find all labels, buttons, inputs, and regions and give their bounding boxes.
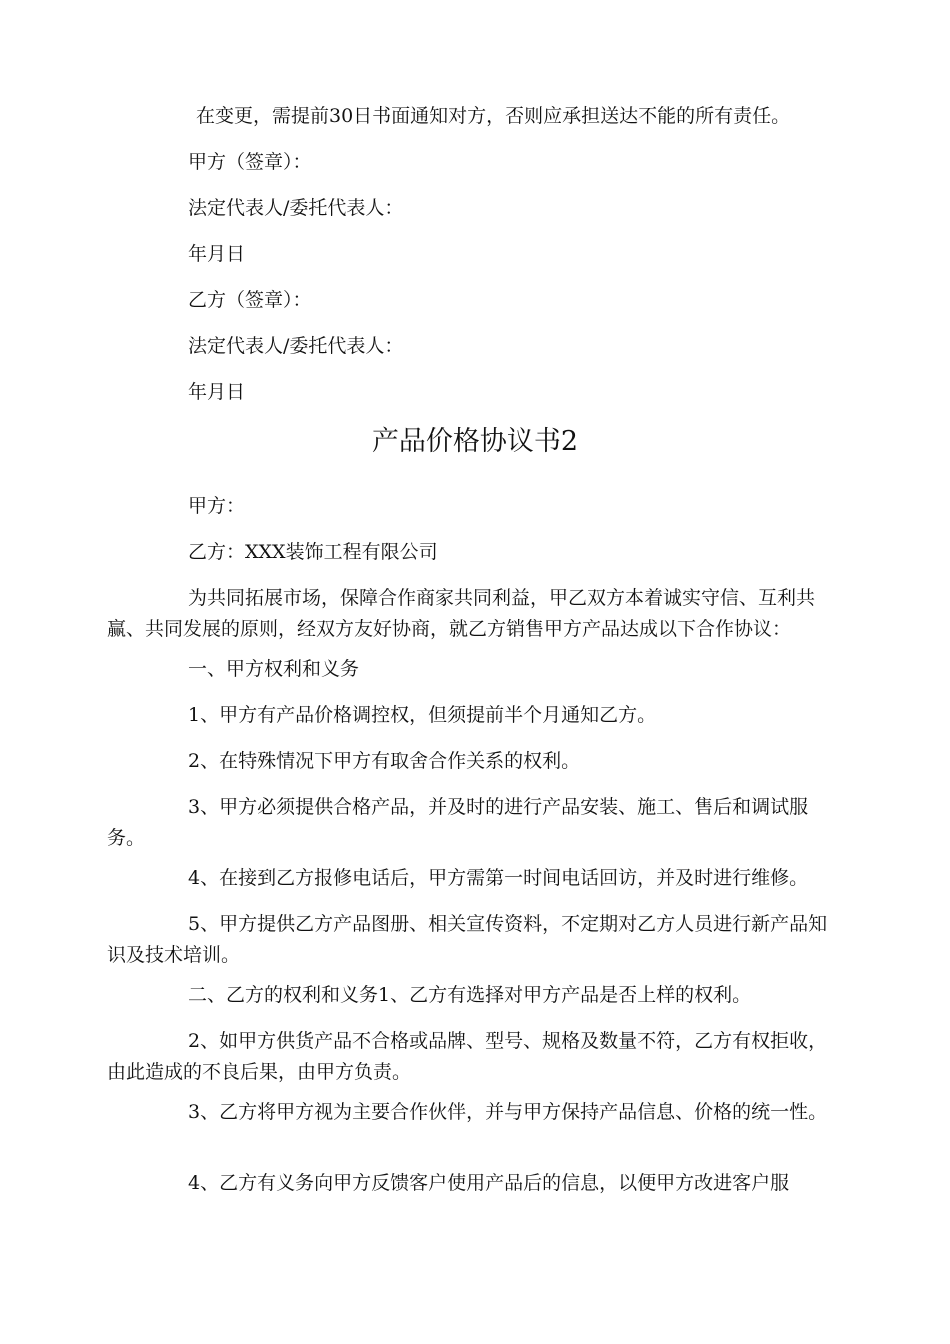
document-title: 产品价格协议书2 bbox=[371, 426, 579, 457]
clause-a3: 3、甲方必须提供合格产品，并及时的进行产品安装、施工、售后和调试服务。 bbox=[107, 796, 809, 849]
legal-representative-b: 法定代表人/委托代表人： bbox=[188, 335, 404, 357]
clause-b3: 3、乙方将甲方视为主要合作伙伴，并与甲方保持产品信息、价格的统一性。 bbox=[188, 1101, 828, 1123]
signature-party-b: 乙方（签章）： bbox=[188, 289, 312, 311]
clause-a1: 1、甲方有产品价格调控权，但须提前半个月通知乙方。 bbox=[188, 704, 657, 726]
clause-a4: 4、在接到乙方报修电话后，甲方需第一时间电话回访，并及时进行维修。 bbox=[188, 867, 809, 889]
date-line-b: 年月日 bbox=[188, 381, 246, 403]
date-line-a: 年月日 bbox=[188, 243, 246, 265]
clause-b4: 4、乙方有义务向甲方反馈客户使用产品后的信息，以便甲方改进客户服 bbox=[188, 1172, 790, 1194]
intro-paragraph: 为共同拓展市场，保障合作商家共同利益，甲乙双方本着诚实守信、互利共赢、共同发展的原则，经双方友好协商，就乙方销售甲方产品达成以下合作协议： bbox=[107, 587, 816, 640]
signature-party-a: 甲方（签章）： bbox=[188, 151, 312, 173]
text-line: 在变更，需提前30日书面通知对方，否则应承担送达不能的所有责任。 bbox=[196, 105, 791, 127]
clause-b2: 2、如甲方供货产品不合格或品牌、型号、规格及数量不符，乙方有权拒收，由此造成的不良后果，由甲方负责。 bbox=[107, 1030, 828, 1083]
party-a-label: 甲方： bbox=[188, 495, 246, 517]
clause-a5: 5、甲方提供乙方产品图册、相关宣传资料，不定期对乙方人员进行新产品知识及技术培训。 bbox=[107, 913, 828, 966]
section-heading-b: 二、乙方的权利和义务1、乙方有选择对甲方产品是否上样的权利。 bbox=[188, 984, 752, 1006]
party-b-label: 乙方：XXX装饰工程有限公司 bbox=[188, 541, 438, 563]
legal-representative-a: 法定代表人/委托代表人： bbox=[188, 197, 404, 219]
clause-a2: 2、在特殊情况下甲方有取舍合作关系的权利。 bbox=[188, 750, 581, 772]
section-heading-a: 一、甲方权利和义务 bbox=[188, 658, 360, 680]
